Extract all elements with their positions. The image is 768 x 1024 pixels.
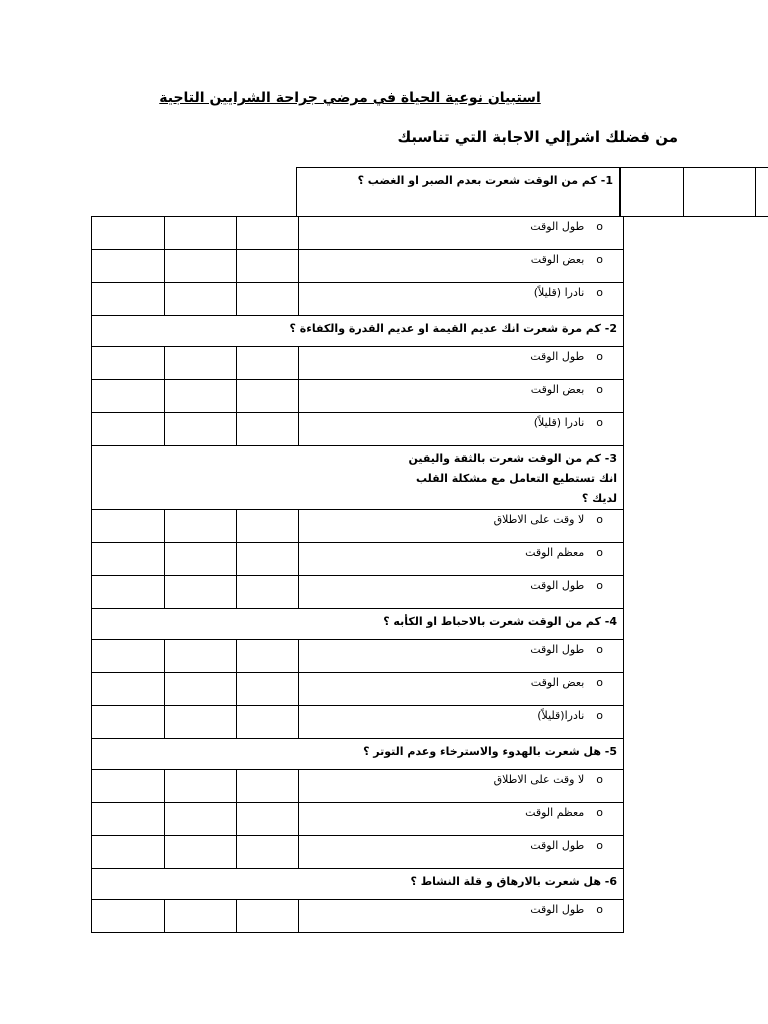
option-cell (299, 576, 624, 609)
answer-cell[interactable] (237, 836, 299, 869)
option-label: نادرا(قليلاً) (537, 709, 585, 722)
option-label: طول الوقت (530, 220, 585, 233)
option-cell (299, 770, 624, 803)
bullet-icon: o (596, 286, 603, 299)
option-label: طول الوقت (530, 579, 585, 592)
bullet-icon: o (596, 579, 603, 592)
option-cell (299, 803, 624, 836)
option-label: معظم الوقت (525, 806, 585, 819)
answer-cell[interactable] (92, 250, 165, 283)
option-row (92, 640, 624, 673)
option-label: طول الوقت (530, 643, 585, 656)
question-text-3: 3- كم من الوقت شعرت بالثقة واليقين انك تستطيع التعامل مع مشكلة القلب لديك ؟ (408, 452, 617, 505)
answer-cell[interactable] (92, 380, 165, 413)
option-label: معظم الوقت (525, 546, 585, 559)
question-row (92, 869, 624, 900)
answer-cell[interactable] (237, 770, 299, 803)
answer-cell[interactable] (165, 836, 237, 869)
option-cell (299, 836, 624, 869)
questionnaire-table (91, 216, 624, 933)
option-row (92, 770, 624, 803)
option-row (92, 250, 624, 283)
option-label: طول الوقت (530, 903, 585, 916)
option-cell (299, 347, 624, 380)
question-row (92, 609, 624, 640)
option-label: نادرا (قليلاً) (533, 416, 585, 429)
option-label: لا وقت على الاطلاق (493, 513, 585, 526)
option-row (92, 803, 624, 836)
answer-cell[interactable] (165, 510, 237, 543)
answer-cell[interactable] (92, 803, 165, 836)
option-label: نادرا (قليلاً) (533, 286, 585, 299)
answer-cell[interactable] (165, 803, 237, 836)
answer-cell[interactable] (165, 347, 237, 380)
option-row (92, 283, 624, 316)
answer-cell[interactable] (92, 836, 165, 869)
answer-cell[interactable] (92, 217, 165, 250)
question-row (92, 739, 624, 770)
bullet-icon: o (596, 643, 603, 656)
option-row (92, 576, 624, 609)
option-label: لا وقت على الاطلاق (493, 773, 585, 786)
answer-cell[interactable] (237, 217, 299, 250)
option-row (92, 510, 624, 543)
bullet-icon: o (596, 546, 603, 559)
option-row (92, 673, 624, 706)
question-text-5: 5- هل شعرت بالهدوء والاسترخاء وعدم التوتر ؟ (363, 745, 617, 758)
question-cell-6 (92, 869, 624, 900)
answer-cell[interactable] (237, 413, 299, 446)
question-cell-5 (92, 739, 624, 770)
bullet-icon: o (596, 709, 603, 722)
question-text-1: 1- كم من الوقت شعرت بعدم الصبر او الغضب ؟ (357, 174, 613, 187)
option-cell (299, 250, 624, 283)
bullet-icon: o (596, 513, 603, 526)
answer-box[interactable] (756, 167, 768, 217)
answer-cell[interactable] (92, 900, 165, 933)
answer-cell[interactable] (92, 770, 165, 803)
option-cell (299, 283, 624, 316)
bullet-icon: o (596, 676, 603, 689)
bullet-icon: o (596, 839, 603, 852)
answer-cell[interactable] (92, 283, 165, 316)
option-cell (299, 510, 624, 543)
answer-cell[interactable] (92, 640, 165, 673)
answer-cell[interactable] (165, 673, 237, 706)
bullet-icon: o (596, 220, 603, 233)
bullet-icon: o (596, 253, 603, 266)
answer-cell[interactable] (165, 640, 237, 673)
answer-cell[interactable] (237, 673, 299, 706)
option-row (92, 706, 624, 739)
option-row (92, 900, 624, 933)
question-text-2: 2- كم مرة شعرت انك عديم القيمة او عديم القدرة والكفاءة ؟ (289, 322, 617, 335)
option-label: طول الوقت (530, 350, 585, 363)
option-cell (299, 900, 624, 933)
answer-cell[interactable] (237, 706, 299, 739)
answer-cell[interactable] (92, 673, 165, 706)
answer-box[interactable] (684, 167, 756, 217)
answer-cell[interactable] (92, 543, 165, 576)
answer-cell[interactable] (165, 380, 237, 413)
answer-cell[interactable] (92, 576, 165, 609)
question-text-6: 6- هل شعرت بالارهاق و قلة النشاط ؟ (410, 875, 617, 888)
option-row (92, 380, 624, 413)
bullet-icon: o (596, 806, 603, 819)
option-row (92, 347, 624, 380)
question-cell-4 (92, 609, 624, 640)
option-cell (299, 673, 624, 706)
answer-cell[interactable] (237, 347, 299, 380)
option-label: بعض الوقت (530, 253, 585, 266)
answer-cell[interactable] (92, 510, 165, 543)
answer-cell[interactable] (237, 283, 299, 316)
option-cell (299, 640, 624, 673)
option-row (92, 217, 624, 250)
answer-cell[interactable] (165, 543, 237, 576)
question-text-4: 4- كم من الوقت شعرت بالاحباط او الكأبه ؟ (383, 615, 617, 628)
bullet-icon: o (596, 350, 603, 363)
option-cell (299, 543, 624, 576)
answer-cell[interactable] (92, 706, 165, 739)
answer-cell[interactable] (165, 576, 237, 609)
answer-box[interactable] (620, 167, 684, 217)
answer-cell[interactable] (165, 413, 237, 446)
bullet-icon: o (596, 773, 603, 786)
question-cell-2 (92, 316, 624, 347)
answer-cell[interactable] (237, 510, 299, 543)
answer-cell[interactable] (165, 250, 237, 283)
answer-cell[interactable] (165, 900, 237, 933)
answer-cell[interactable] (237, 576, 299, 609)
option-row (92, 413, 624, 446)
bullet-icon: o (596, 903, 603, 916)
option-label: طول الوقت (530, 839, 585, 852)
answer-cell[interactable] (237, 640, 299, 673)
answer-cell[interactable] (165, 706, 237, 739)
question-row (92, 446, 624, 510)
answer-cell[interactable] (92, 413, 165, 446)
answer-cell[interactable] (165, 770, 237, 803)
answer-cell[interactable] (237, 803, 299, 836)
top-answer-boxes (620, 167, 768, 217)
instructions: من فضلك اشرإلي الاجابة التي تناسبك (397, 128, 678, 146)
answer-cell[interactable] (237, 380, 299, 413)
option-cell (299, 217, 624, 250)
bullet-icon: o (596, 383, 603, 396)
page-title: استبيان نوعية الحياة في مرضي جراحة الشرايين التاجية (159, 90, 541, 106)
bullet-icon: o (596, 416, 603, 429)
option-label: بعض الوقت (530, 676, 585, 689)
answer-cell[interactable] (237, 900, 299, 933)
option-row (92, 836, 624, 869)
question-cell-1 (296, 167, 620, 217)
answer-cell[interactable] (165, 217, 237, 250)
option-cell (299, 380, 624, 413)
answer-cell[interactable] (237, 250, 299, 283)
answer-cell[interactable] (92, 347, 165, 380)
answer-cell[interactable] (237, 543, 299, 576)
option-cell (299, 706, 624, 739)
option-cell (299, 413, 624, 446)
option-row (92, 543, 624, 576)
question-row (92, 316, 624, 347)
question-cell-3 (92, 446, 624, 510)
option-label: بعض الوقت (530, 383, 585, 396)
answer-cell[interactable] (165, 283, 237, 316)
